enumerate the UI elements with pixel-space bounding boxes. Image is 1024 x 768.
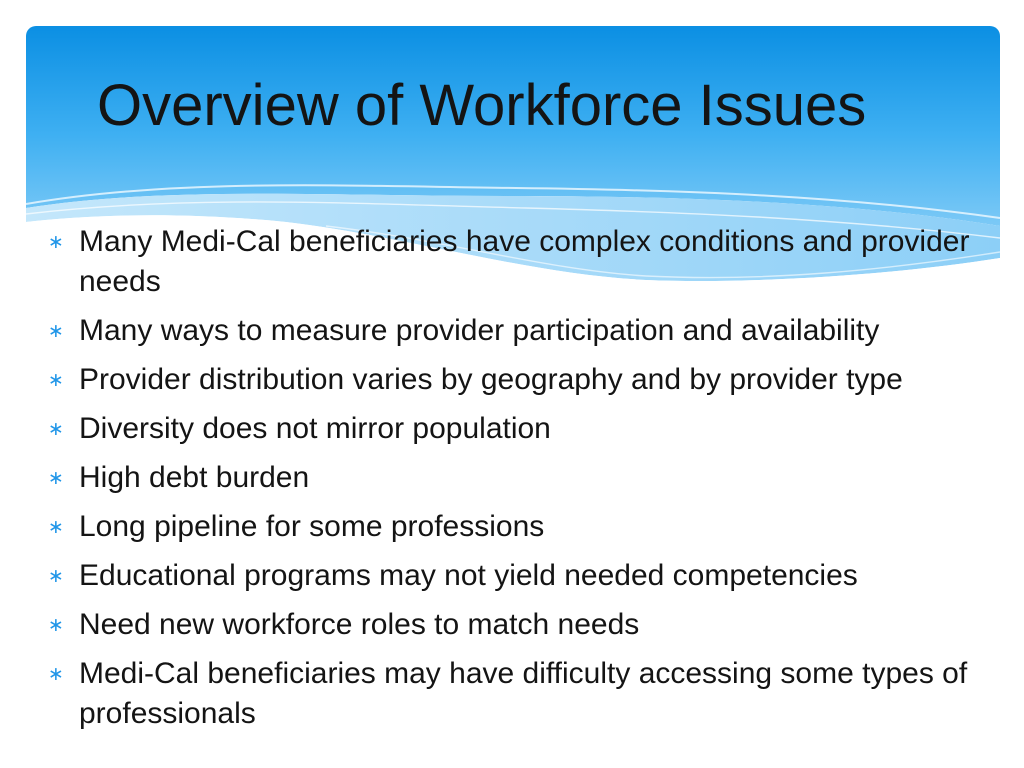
list-item bbox=[48, 409, 1024, 449]
asterisk-bullet-icon: ∗ bbox=[48, 467, 64, 489]
bullet-text: Need new workforce roles to match needs bbox=[79, 608, 640, 641]
bullet-text: Many Medi-Cal beneficiaries have complex conditions and provider needs bbox=[79, 225, 970, 298]
list-item bbox=[48, 311, 1024, 351]
list-item bbox=[48, 360, 1024, 400]
list-item bbox=[48, 507, 1024, 547]
list-item bbox=[48, 222, 1024, 302]
bullet-text: Provider distribution varies by geography and by provider type bbox=[79, 363, 903, 396]
bullet-text: Educational programs may not yield needed competencies bbox=[79, 559, 858, 592]
bullet-text: High debt burden bbox=[79, 461, 310, 494]
list-item bbox=[48, 605, 1024, 645]
bullet-text: Long pipeline for some professions bbox=[79, 510, 545, 543]
asterisk-bullet-icon: ∗ bbox=[48, 369, 64, 391]
bullet-text: Medi-Cal beneficiaries may have difficulty accessing some types of professionals bbox=[79, 657, 968, 730]
list-item bbox=[48, 458, 1024, 498]
bullet-text: Many ways to measure provider participation and availability bbox=[79, 314, 880, 347]
asterisk-bullet-icon: ∗ bbox=[48, 614, 64, 636]
list-item bbox=[48, 654, 1024, 734]
slide-title: Overview of Workforce Issues bbox=[97, 73, 867, 138]
bullet-text: Diversity does not mirror population bbox=[79, 412, 551, 445]
asterisk-bullet-icon: ∗ bbox=[48, 663, 64, 685]
bullet-list bbox=[48, 222, 1024, 743]
asterisk-bullet-icon: ∗ bbox=[48, 231, 64, 253]
asterisk-bullet-icon: ∗ bbox=[48, 565, 64, 587]
list-item bbox=[48, 556, 1024, 596]
asterisk-bullet-icon: ∗ bbox=[48, 516, 64, 538]
asterisk-bullet-icon: ∗ bbox=[48, 320, 64, 342]
asterisk-bullet-icon: ∗ bbox=[48, 418, 64, 440]
